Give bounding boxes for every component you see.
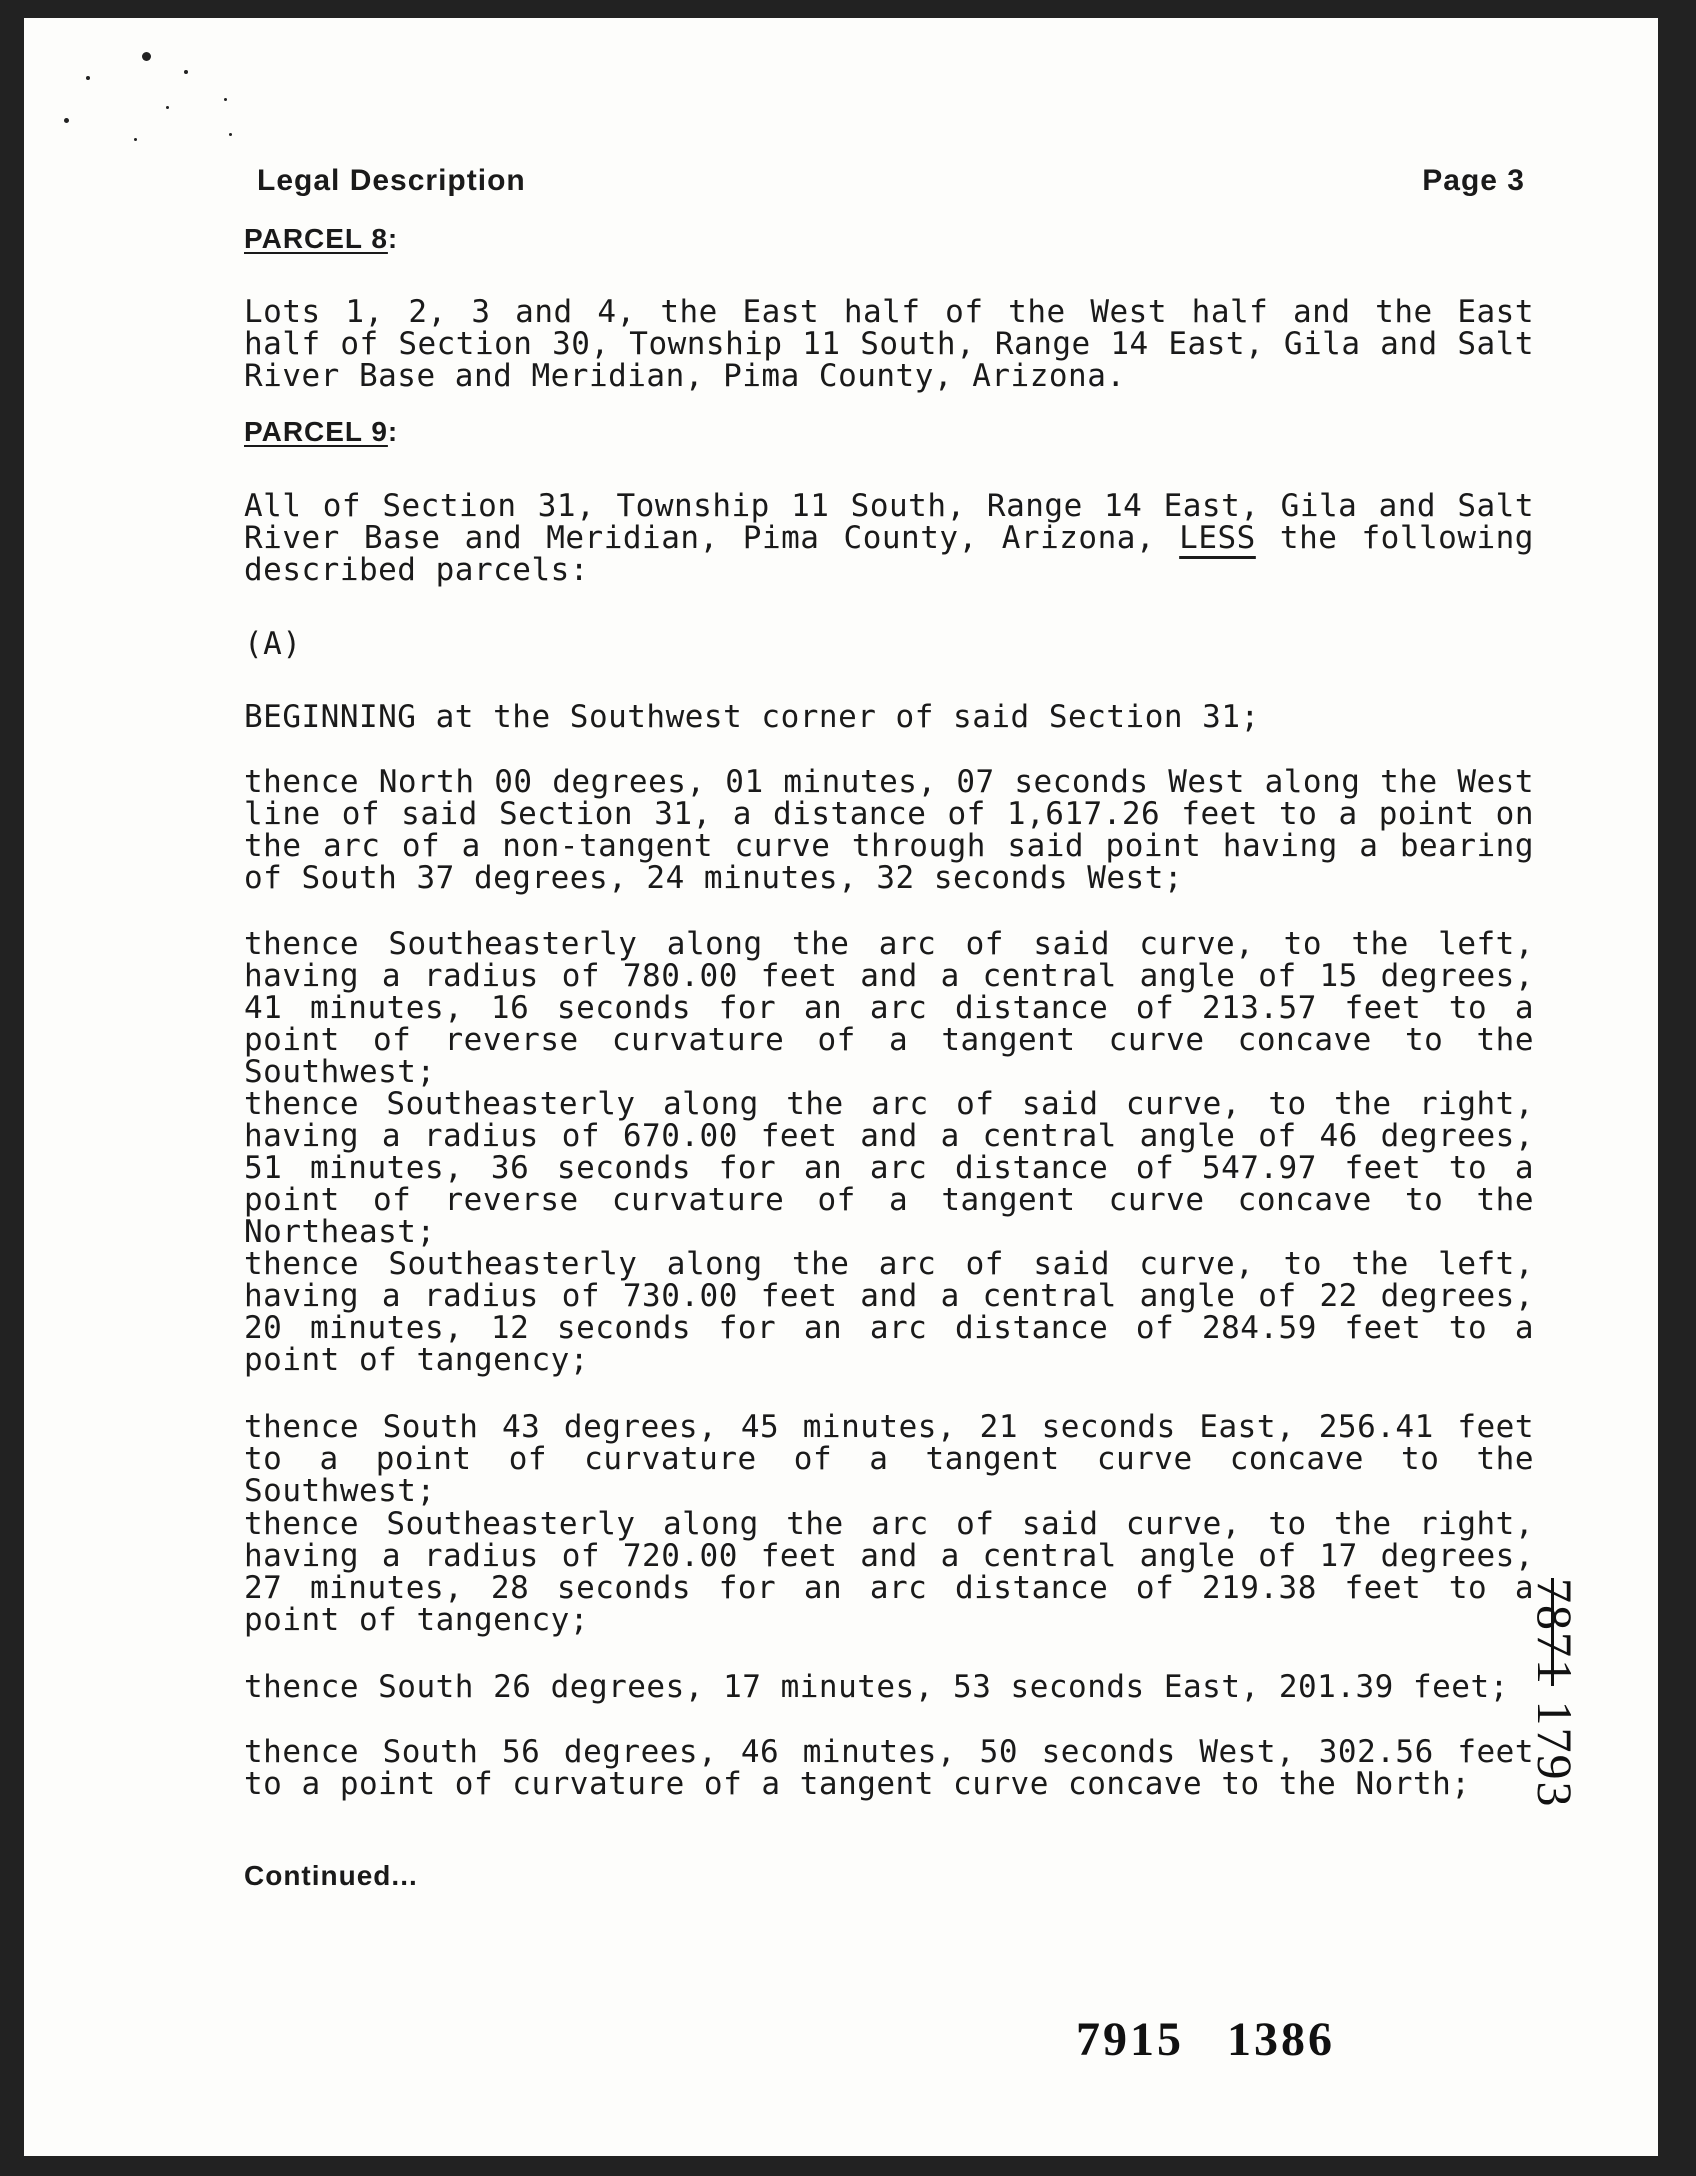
scan-speck: [224, 98, 227, 101]
recording-number: 7915 1386: [1076, 2013, 1335, 2066]
parcel-9-heading: PARCEL 9:: [244, 416, 399, 447]
page-header: [257, 164, 1525, 198]
subparcel-label: (A): [244, 626, 302, 662]
document-page: [24, 18, 1658, 2156]
scan-speck: [64, 118, 69, 123]
parcel-8-heading: PARCEL 8:: [244, 223, 399, 254]
scan-speck: [134, 138, 137, 141]
margin-recording-stamp: 7871 1793: [1527, 1578, 1583, 1809]
course-paragraph: thence South 26 degrees, 17 minutes, 53 seconds East, 201.39 feet;: [244, 1669, 1509, 1705]
course-paragraph: thence South 56 degrees, 46 minutes, 50 seconds West, 302.56 feet to a point of curvature of a tangent curve concave to the North;: [244, 1734, 1534, 1802]
less-keyword: LESS: [1179, 520, 1256, 556]
course-paragraph: thence Southeasterly along the arc of said curve, to the left, having a radius of 730.00 feet and a central angle of 22 degrees, 20 minutes, 12 seconds for an arc distance of 284.59 feet to a point of tangency;: [244, 1246, 1534, 1378]
parcel-8-text: Lots 1, 2, 3 and 4, the East half of the West half and the East half of Section 30, Township 11 South, Range 14 East, Gila and Salt River Base and Meridian, Pima County, Arizona.: [244, 294, 1534, 394]
course-paragraph: thence Southeasterly along the arc of said curve, to the left, having a radius of 780.00 feet and a central angle of 15 degrees, 41 minutes, 16 seconds for an arc distance of 213.57 feet to a point of reverse curvature of a tangent curve concave to the Southwest;: [244, 926, 1534, 1090]
continued-note: Continued...: [244, 1860, 418, 1891]
scan-speck: [184, 70, 188, 74]
course-paragraph: thence South 43 degrees, 45 minutes, 21 seconds East, 256.41 feet to a point of curvature of a tangent curve concave to the Southwest;: [244, 1409, 1534, 1509]
course-paragraph: thence Southeasterly along the arc of said curve, to the right, having a radius of 720.00 feet and a central angle of 17 degrees, 27 minutes, 28 seconds for an arc distance of 219.38 feet to a point of tangency;: [244, 1506, 1534, 1638]
scan-speck: [86, 76, 90, 80]
scan-speck: [166, 106, 169, 109]
beginning-clause: BEGINNING at the Southwest corner of said Section 31;: [244, 699, 1260, 735]
scan-speck: [229, 133, 232, 136]
course-paragraph: thence Southeasterly along the arc of said curve, to the right, having a radius of 670.00 feet and a central angle of 46 degrees, 51 minutes, 36 seconds for an arc distance of 547.97 feet to a point of reverse curvature of a tangent curve concave to the Northeast;: [244, 1086, 1534, 1250]
scan-speck: [142, 52, 151, 61]
page-number: Page 3: [1422, 164, 1525, 197]
parcel-9-text: All of Section 31, Township 11 South, Range 14 East, Gila and Salt River Base and Meridian, Pima County, Arizona, LESS the following described parcels:: [244, 488, 1534, 588]
document-title: Legal Description: [257, 164, 526, 197]
course-paragraph: thence North 00 degrees, 01 minutes, 07 seconds West along the West line of said Section 31, a distance of 1,617.26 feet to a point on the arc of a non-tangent curve through said point having a bearing of South 37 degrees, 24 minutes, 32 seconds West;: [244, 764, 1534, 896]
